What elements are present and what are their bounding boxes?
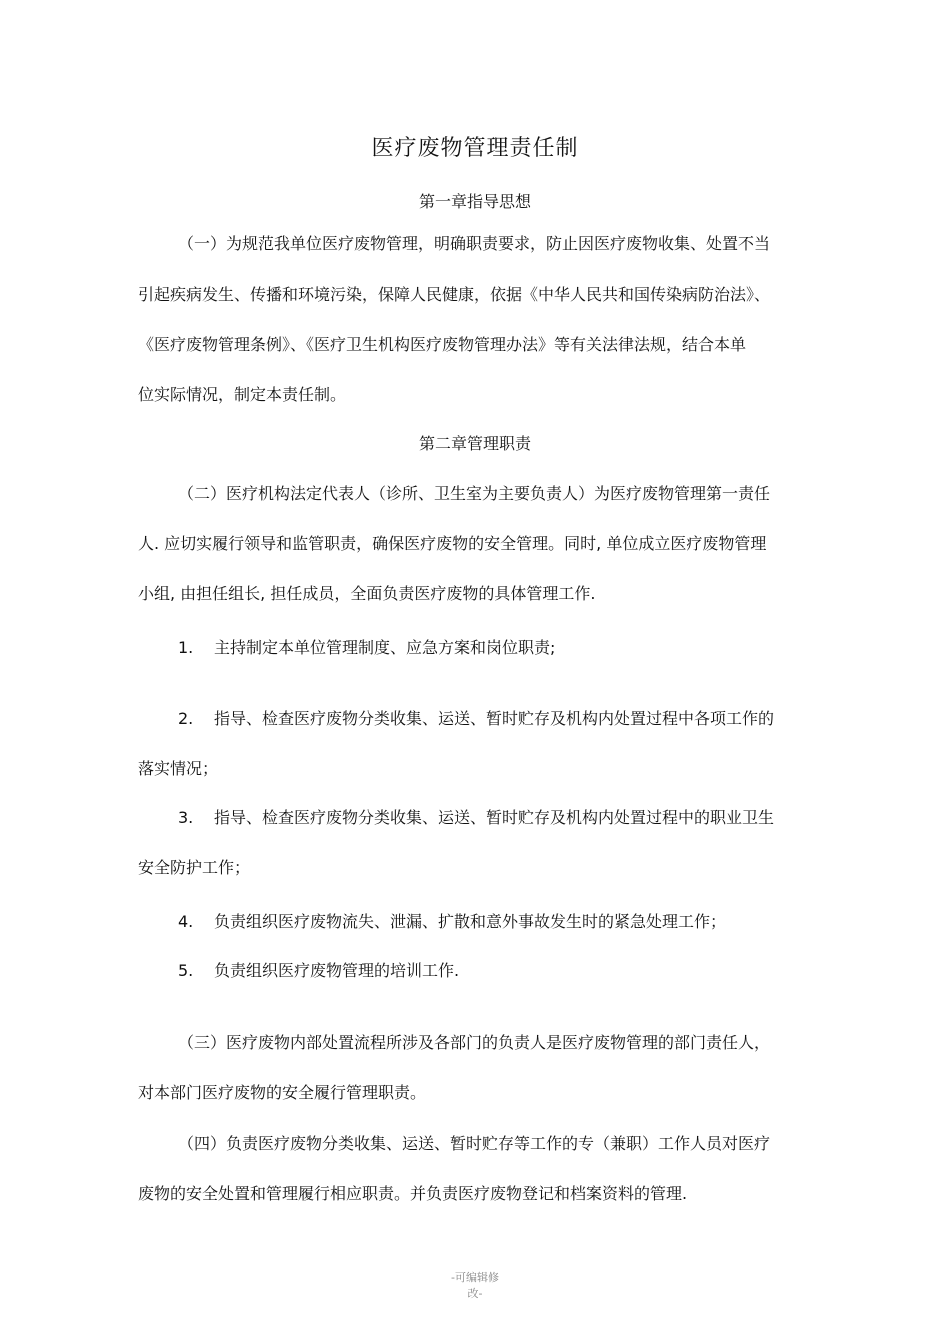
list-item <box>178 911 868 933</box>
paragraph-1-line: 位实际情况，制定本责任制。 <box>138 385 347 404</box>
paragraph-1-line: 引起疾病发生、传播和环境污染，保障人民健康，依据《中华人民共和国传染病防治法》、 <box>138 285 771 304</box>
paragraph-2-line: （二）医疗机构法定代表人（诊所、卫生室为主要负责人）为医疗废物管理第一责任 <box>178 484 771 503</box>
paragraph-2-line: 人. 应切实履行领导和监管职责，确保医疗废物的安全管理。同时, 单位成立医疗废物管理 <box>138 534 767 553</box>
list-item-number: 5. <box>178 961 194 980</box>
list-item-continuation: 安全防护工作； <box>138 858 251 877</box>
chapter-heading-1: 第一章指导思想 <box>418 192 531 211</box>
list-item-text: 负责组织医疗废物管理的培训工作. <box>214 961 460 980</box>
list-item-number: 3. <box>178 808 194 827</box>
paragraph-4-line: 废物的安全处置和管理履行相应职责。并负责医疗废物登记和档案资料的管理. <box>138 1184 688 1203</box>
paragraph-1-line: 《医疗废物管理条例》、《医疗卫生机构医疗废物管理办法》等有关法律法规，结合本单 <box>138 335 747 354</box>
list-item <box>178 807 868 829</box>
list-item <box>178 708 868 730</box>
list-item-number: 2. <box>178 709 194 728</box>
paragraph-4-line: （四）负责医疗废物分类收集、运送、暂时贮存等工作的专（兼职）工作人员对医疗 <box>178 1134 771 1153</box>
document-title: 医疗废物管理责任制 <box>371 136 579 161</box>
list-item-text: 指导、检查医疗废物分类收集、运送、暂时贮存及机构内处置过程中各项工作的 <box>214 709 775 728</box>
footer-note: 改- <box>467 1287 483 1300</box>
list-item-text: 主持制定本单位管理制度、应急方案和岗位职责; <box>214 638 556 657</box>
paragraph-3-line: 对本部门医疗废物的安全履行管理职责。 <box>138 1083 427 1102</box>
list-item <box>178 637 868 659</box>
list-item-number: 1. <box>178 638 194 657</box>
paragraph-2-line: 小组, 由担任组长, 担任成员，全面负责医疗废物的具体管理工作. <box>138 584 596 603</box>
list-item-number: 4. <box>178 912 194 931</box>
list-item <box>178 960 868 982</box>
list-item-text: 负责组织医疗废物流失、泄漏、扩散和意外事故发生时的紧急处理工作； <box>214 912 727 931</box>
footer-note: -可编辑修 <box>451 1271 499 1284</box>
paragraph-1-line: （一）为规范我单位医疗废物管理，明确职责要求，防止因医疗废物收集、处置不当 <box>178 234 771 253</box>
paragraph-3-line: （三）医疗废物内部处置流程所涉及各部门的负责人是医疗废物管理的部门责任人， <box>178 1033 771 1052</box>
list-item-continuation: 落实情况； <box>138 759 219 778</box>
chapter-heading-2: 第二章管理职责 <box>418 434 531 453</box>
list-item-text: 指导、检查医疗废物分类收集、运送、暂时贮存及机构内处置过程中的职业卫生 <box>214 808 775 827</box>
